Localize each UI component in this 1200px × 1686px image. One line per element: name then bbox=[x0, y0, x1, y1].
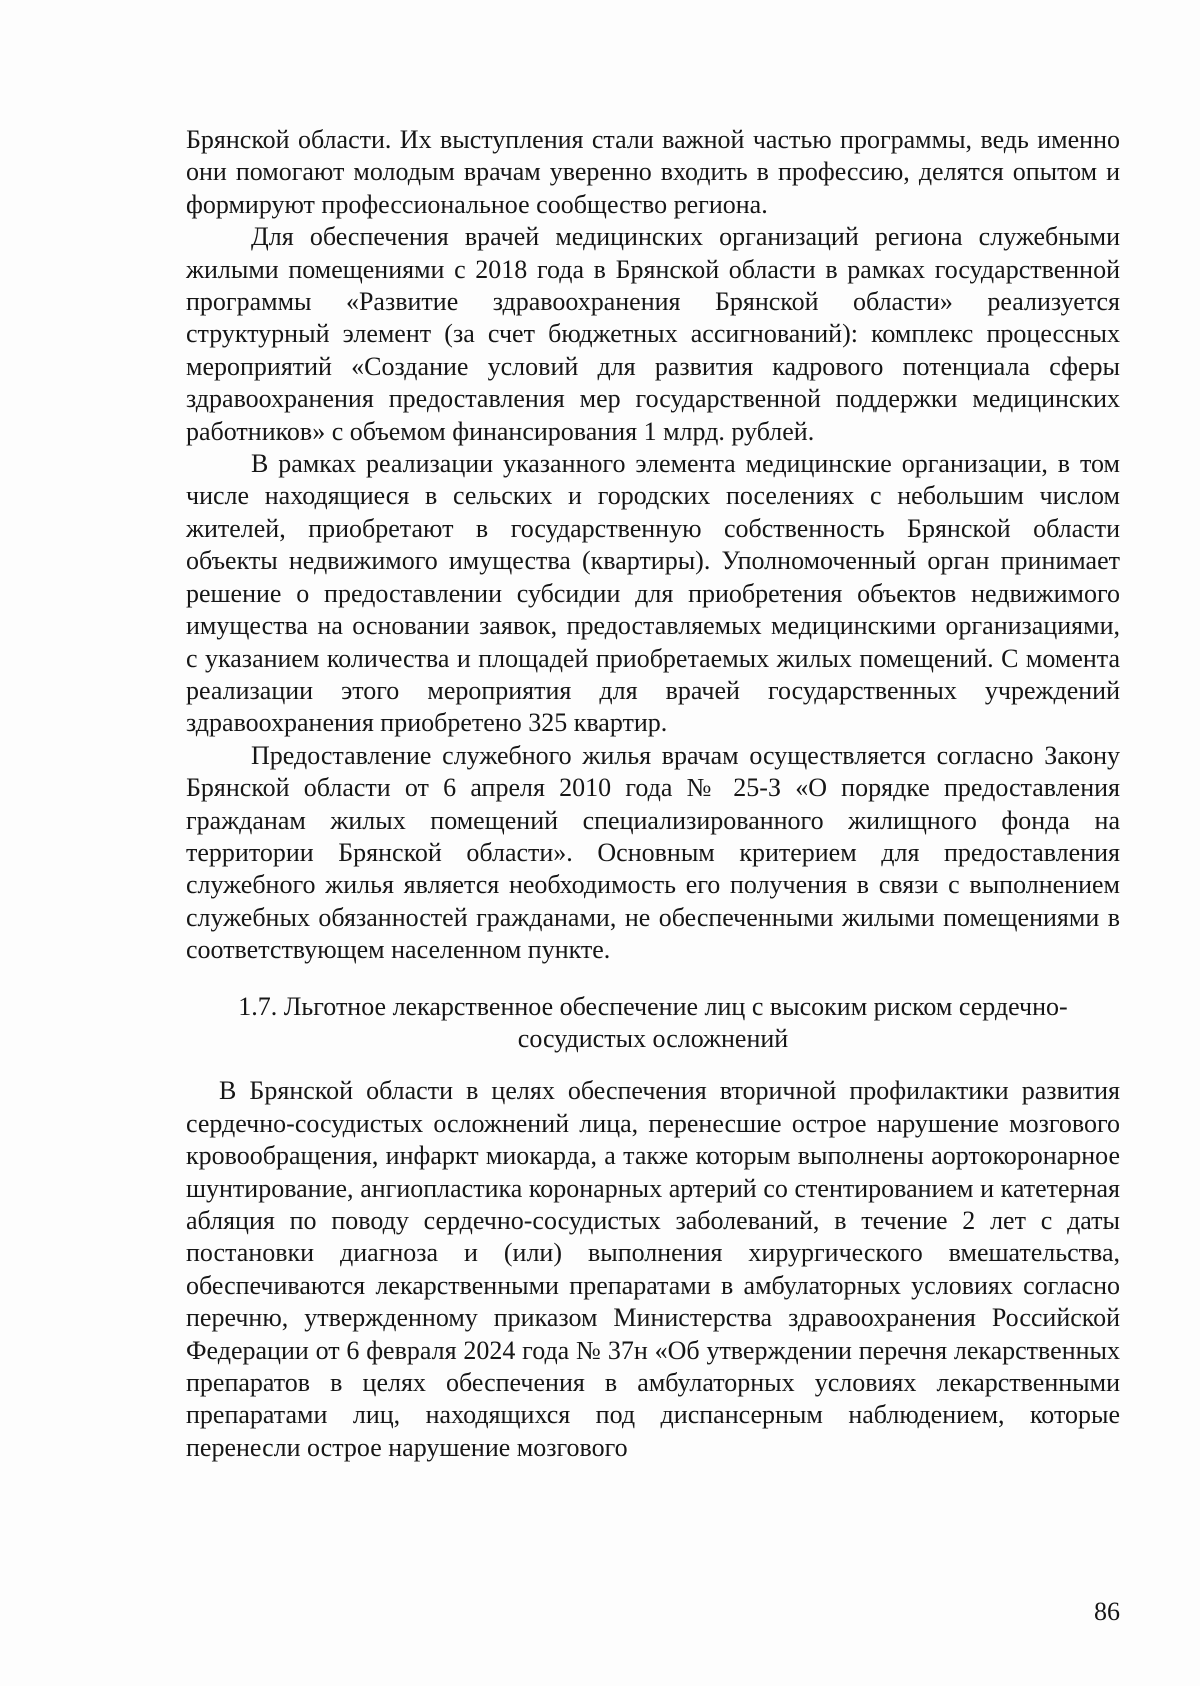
section-heading bbox=[186, 991, 1120, 1056]
paragraph-housing-program: Для обеспечения врачей медицинских организаций региона служебными жилыми помещениями с 2018 года в Брянской области в рамках государственной программы «Развитие здравоохранения Брянской области» реализуется структурный элемент (за счет бюджетных ассигнований): комплекс процессных мероприятий «Создание условий для развития кадрового потенциала сферы здравоохранения предоставления мер государственной поддержки медицинских работников» с объемом финансирования 1 млрд. рублей. bbox=[186, 222, 1120, 446]
page-number: 86 bbox=[1094, 1597, 1120, 1626]
document-body bbox=[186, 124, 1120, 1464]
paragraph-apartment-purchase: В рамках реализации указанного элемента медицинские организации, в том числе находящиеся в сельских и городских поселениях с небольшим числом жителей, приобретают в государственную собственность Брянской области объекты недвижимого имущества (квартиры). Уполномоченный орган принимает решение о предоставлении субсидии для приобретения объектов недвижимого имущества на основании заявок, предоставляемых медицинскими организациями, с указанием количества и площадей приобретаемых жилых помещений. С момента реализации этого мероприятия для врачей государственных учреждений здравоохранения приобретено 325 квартир. bbox=[186, 449, 1120, 738]
section-heading-line-2: сосудистых осложнений bbox=[517, 1023, 789, 1053]
paragraph-service-housing-law: Предоставление служебного жилья врачам осуществляется согласно Закону Брянской области от 6 апреля 2010 года № 25-З «О порядке предоставления гражданам жилых помещений специализированного жилищного фонда на территории Брянской области». Основным критерием для предоставления служебного жилья является необходимость его получения в связи с выполнением служебных обязанностей гражданами, не обеспеченными жилыми помещениями в соответствующем населенном пункте. bbox=[186, 740, 1120, 965]
paragraph-drug-provision: В Брянской области в целях обеспечения вторичной профилактики развития сердечно-сосудистых осложнений лица, перенесшие острое нарушение мозгового кровообращения, инфаркт миокарда, а также которым выполнены аортокоронарное шунтирование, ангиопластика коронарных артерий со стентированием и катетерная абляция по поводу сердечно-сосудистых заболеваний, в течение 2 лет с даты постановки диагноза и (или) выполнения хирургического вмешательства, обеспечиваются лекарственными препаратами в амбулаторных условиях согласно перечню, утвержденному приказом Министерства здравоохранения Российской Федерации от 6 февраля 2024 года № 37н «Об утверждении перечня лекарственных препаратов в целях обеспечения в амбулаторных условиях лекарственными препаратами лиц, находящихся под диспансерным наблюдением, которые перенесли острое нарушение мозгового bbox=[186, 1076, 1120, 1462]
paragraph-continuation: Брянской области. Их выступления стали важной частью программы, ведь именно они помогают молодым врачам уверенно входить в профессию, делятся опытом и формируют профессиональное сообщество региона. bbox=[186, 125, 1120, 219]
section-heading-line-1: 1.7. Льготное лекарственное обеспечение лиц с высоким риском сердечно- bbox=[238, 991, 1068, 1021]
